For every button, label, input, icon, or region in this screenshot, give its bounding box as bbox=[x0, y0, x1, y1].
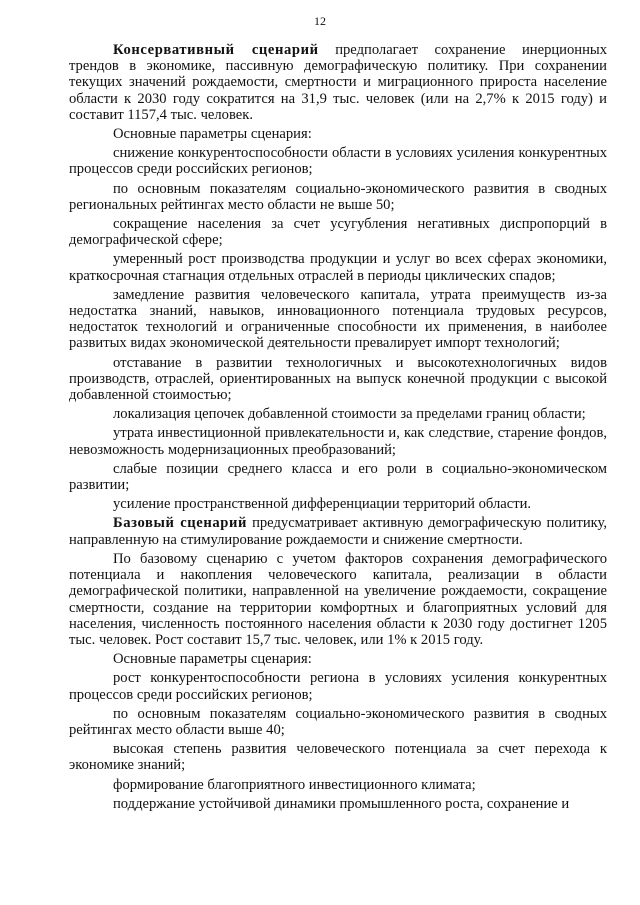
list-item: высокая степень развития человеческого потенциала за счет перехода к экономике знаний; bbox=[69, 741, 607, 774]
list-item: по основным показателям социально-экономического развития в сводных региональных рейтингах место области не выше 50; bbox=[69, 180, 607, 213]
list-item: локализация цепочек добавленной стоимости за пределами границ области; bbox=[113, 406, 586, 423]
paragraph-text: предполагает сохранение инерционных трендов в экономике, пассивную демографическую политику. При сохранении текущих значений рождаемости, смертности и миграционного прироста население области к 2030 году сократится на 31,9 тыс. человек (или на 2,7% к 2015 году) и составит 1157,4 тыс. человек. bbox=[69, 42, 608, 123]
list-item: замедление развития человеческого капитала, утрата преимуществ из-за недостатка знаний, навыков, инновационного потенциала трудовых ресурсов, недостаток технологий и ограниченные способности их применения, в наиболее развитых видах экономической деятельности превалирует импорт технологий; bbox=[69, 286, 607, 352]
list-item: поддержание устойчивой динамики промышленного роста, сохранение и bbox=[113, 795, 570, 812]
paragraph: По базовому сценарию с учетом факторов сохранения демографического потенциала и накопления человеческого капитала, реализации в области демографической политики, направленной на увеличение рождаемости, сокращение смертности, создание на территории комфортных и благоприятных условий для населения, численность постоянного населения области к 2030 году достигнет 1205 тыс. человек. Рост составит 15,7 тыс. человек, или 1% к 2015 году. bbox=[69, 550, 607, 648]
paragraph-text: предусматривает активную демографическую политику, направленную на стимулирование рождаемости и снижение смертности. bbox=[69, 515, 608, 548]
paragraph-conservative-scenario bbox=[69, 42, 607, 123]
page-body bbox=[69, 42, 607, 815]
paragraph: Основные параметры сценария: bbox=[113, 126, 312, 143]
list-item: умеренный рост производства продукции и услуг во всех сферах экономики, краткосрочная стагнация отдельных отраслей в периоды циклических спадов; bbox=[69, 251, 607, 284]
list-item: усиление пространственной дифференциации территорий области. bbox=[113, 496, 532, 513]
term-conservative-scenario: Консервативный сценарий bbox=[113, 42, 319, 58]
paragraph: Основные параметры сценария: bbox=[113, 651, 312, 668]
term-base-scenario: Базовый сценарий bbox=[113, 515, 248, 532]
list-item: снижение конкурентоспособности области в условиях усиления конкурентных процессов среди российских регионов; bbox=[69, 145, 607, 178]
list-item: отставание в развитии технологичных и высокотехнологичных видов производств, отраслей, ориентированных на выпуск конечной продукции с высокой добавленной стоимостью; bbox=[69, 354, 607, 404]
list-item: рост конкурентоспособности региона в условиях усиления конкурентных процессов среди российских регионов; bbox=[69, 670, 607, 703]
page-number: 12 bbox=[314, 14, 326, 28]
list-item: утрата инвестиционной привлекательности и, как следствие, старение фондов, невозможность модернизационных преобразований; bbox=[69, 425, 607, 458]
list-item: формирование благоприятного инвестиционного климата; bbox=[113, 776, 476, 793]
list-item: слабые позиции среднего класса и его роли в социально-экономическом развитии; bbox=[69, 460, 607, 494]
list-item: по основным показателям социально-экономического развития в сводных рейтингах место области выше 40; bbox=[69, 705, 607, 738]
paragraph-base-scenario bbox=[69, 515, 607, 547]
list-item: сокращение населения за счет усугубления негативных диспропорций в демографической сфере; bbox=[69, 216, 607, 249]
